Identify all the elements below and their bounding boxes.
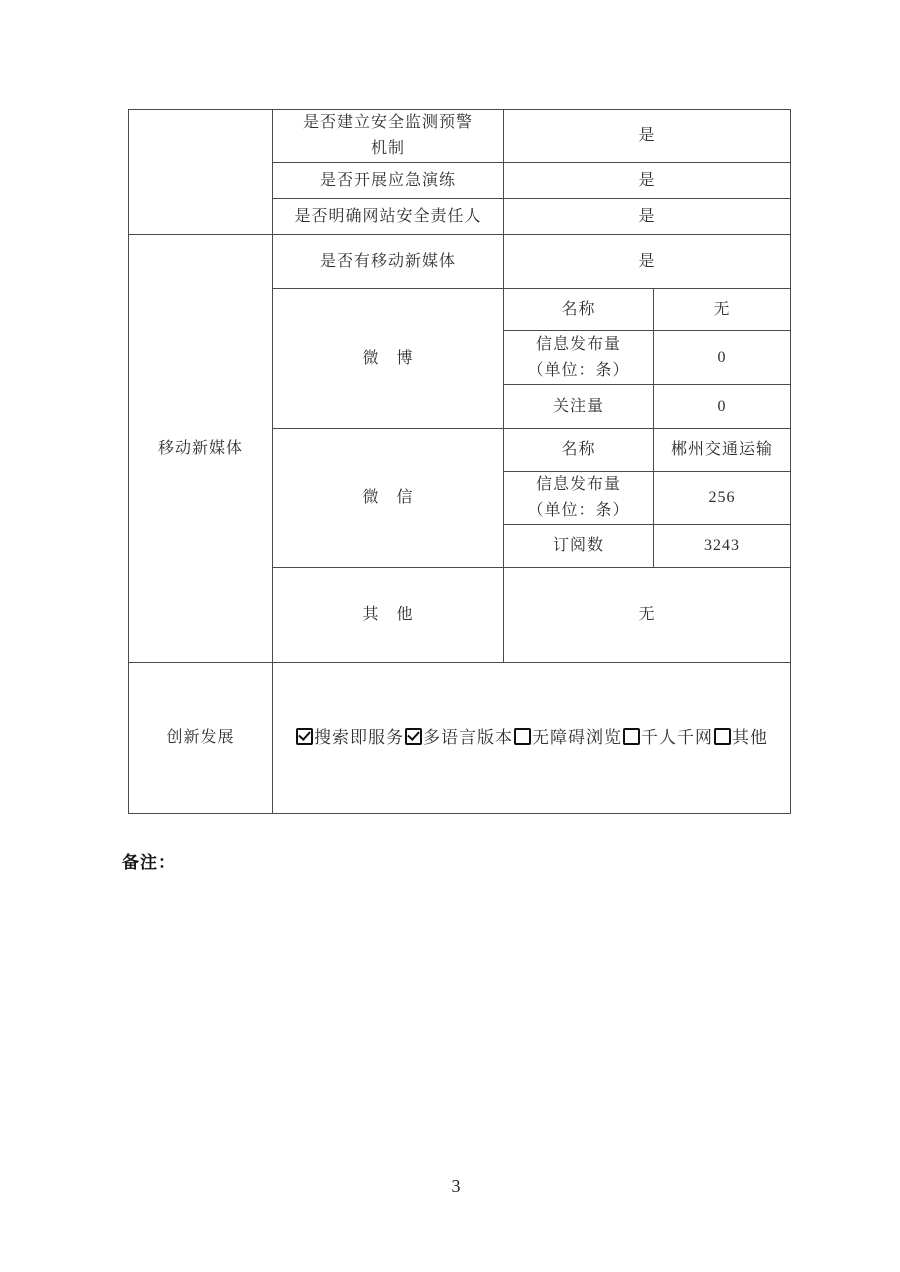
other-media-value: 无 [504, 568, 791, 663]
checked-checkbox-icon [296, 728, 313, 745]
label-line: 是否建立安全监测预警 [302, 114, 473, 131]
wechat-metric-label: 订阅数 [504, 525, 654, 568]
wechat-metric-value: 3243 [654, 525, 791, 568]
mobile-availability-label: 是否有移动新媒体 [273, 235, 504, 289]
weibo-metric-label: 关注量 [504, 385, 654, 429]
notes-label: 备注： [122, 853, 176, 872]
label-line: （单位：条） [527, 502, 630, 519]
checkbox-option [622, 728, 713, 747]
weibo-metric-label [504, 331, 654, 385]
section-cell-continued [129, 110, 273, 235]
weibo-metric-label: 名称 [504, 289, 654, 331]
mobile-availability-value: 是 [504, 235, 791, 289]
unchecked-checkbox-icon [714, 728, 731, 745]
weibo-metric-value: 0 [654, 331, 791, 385]
section-label-innovation: 创新发展 [129, 663, 273, 814]
security-row-label [273, 110, 504, 163]
security-row-label: 是否明确网站安全责任人 [273, 199, 504, 235]
security-row-value: 是 [504, 199, 791, 235]
wechat-metric-value: 郴州交通运输 [654, 429, 791, 472]
weibo-label: 微 博 [273, 289, 504, 429]
checkbox-option [404, 728, 513, 747]
wechat-metric-value: 256 [654, 472, 791, 525]
unchecked-checkbox-icon [623, 728, 640, 745]
checked-checkbox-icon [405, 728, 422, 745]
security-row-label: 是否开展应急演练 [273, 163, 504, 199]
checkbox-option-label: 千人千网 [641, 727, 713, 747]
checkbox-option-label: 其他 [732, 727, 768, 747]
label-line: （单位：条） [527, 361, 630, 379]
label-line: 机制 [370, 140, 405, 157]
other-media-label: 其 他 [273, 568, 504, 663]
annual-report-table [128, 109, 791, 814]
checkbox-option [713, 728, 768, 747]
label-line: 信息发布量 [535, 476, 621, 493]
weibo-metric-value: 无 [654, 289, 791, 331]
checkbox-option [513, 728, 622, 747]
innovation-options-line [295, 728, 768, 747]
weibo-metric-value: 0 [654, 385, 791, 429]
checkbox-option-label: 搜索即服务 [314, 727, 404, 747]
unchecked-checkbox-icon [514, 728, 531, 745]
checkbox-option [295, 728, 404, 747]
checkbox-option-label: 多语言版本 [423, 727, 513, 747]
page-number: 3 [451, 1176, 461, 1196]
innovation-options-cell [273, 663, 791, 814]
wechat-metric-label [504, 472, 654, 525]
label-line: 信息发布量 [535, 335, 621, 353]
security-row-value: 是 [504, 163, 791, 199]
wechat-metric-label: 名称 [504, 429, 654, 472]
wechat-label: 微 信 [273, 429, 504, 568]
checkbox-option-label: 无障碍浏览 [532, 727, 622, 747]
security-row-value: 是 [504, 110, 791, 163]
section-label-mobile-media: 移动新媒体 [129, 235, 273, 663]
